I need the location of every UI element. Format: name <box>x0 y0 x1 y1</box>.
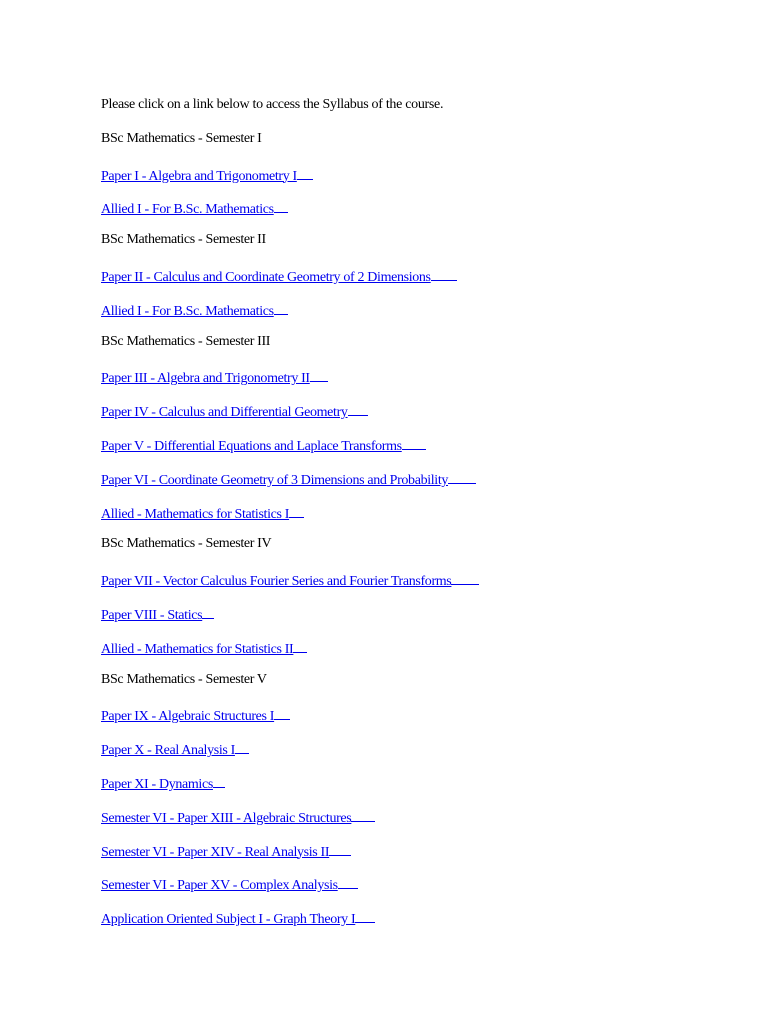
syllabus-link-row <box>101 400 741 434</box>
syllabus-link-row <box>101 265 741 299</box>
link-trailing-underline <box>274 704 290 720</box>
link-trailing-underline <box>297 164 313 180</box>
syllabus-link-label: Paper VIII - Statics <box>101 607 203 623</box>
syllabus-link-label: Semester VI - Paper XIV - Real Analysis II <box>101 844 330 860</box>
syllabus-link[interactable] <box>101 878 358 893</box>
syllabus-link[interactable] <box>101 608 214 623</box>
syllabus-link-row <box>101 299 741 333</box>
syllabus-link-label: Paper V - Differential Equations and Laplace Transforms <box>101 438 402 454</box>
syllabus-link-row <box>101 907 741 941</box>
link-trailing-underline <box>274 299 288 315</box>
link-trailing-underline <box>448 468 476 484</box>
link-trailing-underline <box>402 434 426 450</box>
semester-heading-row <box>101 231 741 265</box>
link-trailing-underline <box>289 502 304 518</box>
syllabus-link-label: Allied - Mathematics for Statistics II <box>101 641 294 657</box>
syllabus-link-row <box>101 873 741 907</box>
syllabus-link[interactable] <box>101 270 457 285</box>
syllabus-link-label: Paper IV - Calculus and Differential Geometry <box>101 405 348 421</box>
syllabus-link[interactable] <box>101 439 426 454</box>
link-trailing-underline <box>451 569 479 585</box>
syllabus-link-label: Paper II - Calculus and Coordinate Geometry of 2 Dimensions <box>101 269 431 285</box>
semester-heading-row <box>101 333 741 367</box>
syllabus-link[interactable] <box>101 507 304 522</box>
semester-heading-row <box>101 671 741 705</box>
link-trailing-underline <box>355 907 375 923</box>
syllabus-link-label: Paper VI - Coordinate Geometry of 3 Dimensions and Probability <box>101 472 449 488</box>
syllabus-link-row <box>101 704 741 738</box>
syllabus-link-row <box>101 603 741 637</box>
syllabus-link-row <box>101 434 741 468</box>
syllabus-link[interactable] <box>101 574 479 589</box>
syllabus-link-row <box>101 502 741 536</box>
syllabus-link-label: Semester VI - Paper XV - Complex Analysis <box>101 878 338 894</box>
intro-text: Please click on a link below to access the Syllabus of the course. <box>101 97 444 112</box>
link-trailing-underline <box>293 637 307 653</box>
syllabus-link[interactable] <box>101 811 375 826</box>
syllabus-link-row <box>101 772 741 806</box>
syllabus-link-label: Allied - Mathematics for Statistics I <box>101 506 290 522</box>
link-trailing-underline <box>235 738 249 754</box>
syllabus-link-row <box>101 366 741 400</box>
syllabus-link-label: Paper I - Algebra and Trigonometry I <box>101 168 297 184</box>
syllabus-link-label: Paper XI - Dynamics <box>101 776 213 792</box>
syllabus-link-label: Allied I - For B.Sc. Mathematics <box>101 303 274 319</box>
link-trailing-underline <box>202 603 214 619</box>
syllabus-link-row <box>101 197 741 231</box>
semester-heading: BSc Mathematics - Semester IV <box>101 536 272 552</box>
syllabus-link[interactable] <box>101 371 328 386</box>
link-trailing-underline <box>329 840 351 856</box>
syllabus-link-label: Semester VI - Paper XIII - Algebraic Structures <box>101 810 352 826</box>
semester-heading-row <box>101 535 741 569</box>
link-trailing-underline <box>351 806 375 822</box>
syllabus-link-label: Paper VII - Vector Calculus Fourier Series and Fourier Transforms <box>101 574 452 590</box>
syllabus-link[interactable] <box>101 777 225 792</box>
link-trailing-underline <box>348 400 368 416</box>
syllabus-link-label: Allied I - For B.Sc. Mathematics <box>101 202 274 218</box>
link-trailing-underline <box>274 197 288 213</box>
semester-heading: BSc Mathematics - Semester II <box>101 232 266 248</box>
syllabus-link[interactable] <box>101 743 249 758</box>
link-trailing-underline <box>213 772 225 788</box>
syllabus-link-row <box>101 468 741 502</box>
syllabus-link-label: Application Oriented Subject I - Graph Theory I <box>101 912 356 928</box>
syllabus-link[interactable] <box>101 473 476 488</box>
semester-heading-row <box>101 130 741 164</box>
syllabus-link-label: Paper III - Algebra and Trigonometry II <box>101 371 310 387</box>
syllabus-link-label: Paper X - Real Analysis I <box>101 743 235 759</box>
syllabus-link-row <box>101 806 741 840</box>
link-trailing-underline <box>431 265 457 281</box>
semester-heading: BSc Mathematics - Semester I <box>101 130 262 146</box>
syllabus-link[interactable] <box>101 169 313 184</box>
syllabus-link-row <box>101 840 741 874</box>
syllabus-link[interactable] <box>101 304 288 319</box>
syllabus-link-row <box>101 738 741 772</box>
syllabus-link-row <box>101 637 741 671</box>
link-trailing-underline <box>338 873 358 889</box>
syllabus-link[interactable] <box>101 709 290 724</box>
link-trailing-underline <box>310 366 328 382</box>
syllabus-link-row <box>101 164 741 198</box>
syllabus-link[interactable] <box>101 405 368 420</box>
syllabus-link[interactable] <box>101 202 288 217</box>
syllabus-link-label: Paper IX - Algebraic Structures I <box>101 709 275 725</box>
syllabus-link[interactable] <box>101 845 351 860</box>
syllabus-list <box>101 130 741 941</box>
semester-heading: BSc Mathematics - Semester V <box>101 671 267 687</box>
semester-heading: BSc Mathematics - Semester III <box>101 333 271 349</box>
syllabus-link[interactable] <box>101 912 375 927</box>
syllabus-link-row <box>101 569 741 603</box>
syllabus-link[interactable] <box>101 642 307 657</box>
syllabus-document <box>101 96 741 941</box>
